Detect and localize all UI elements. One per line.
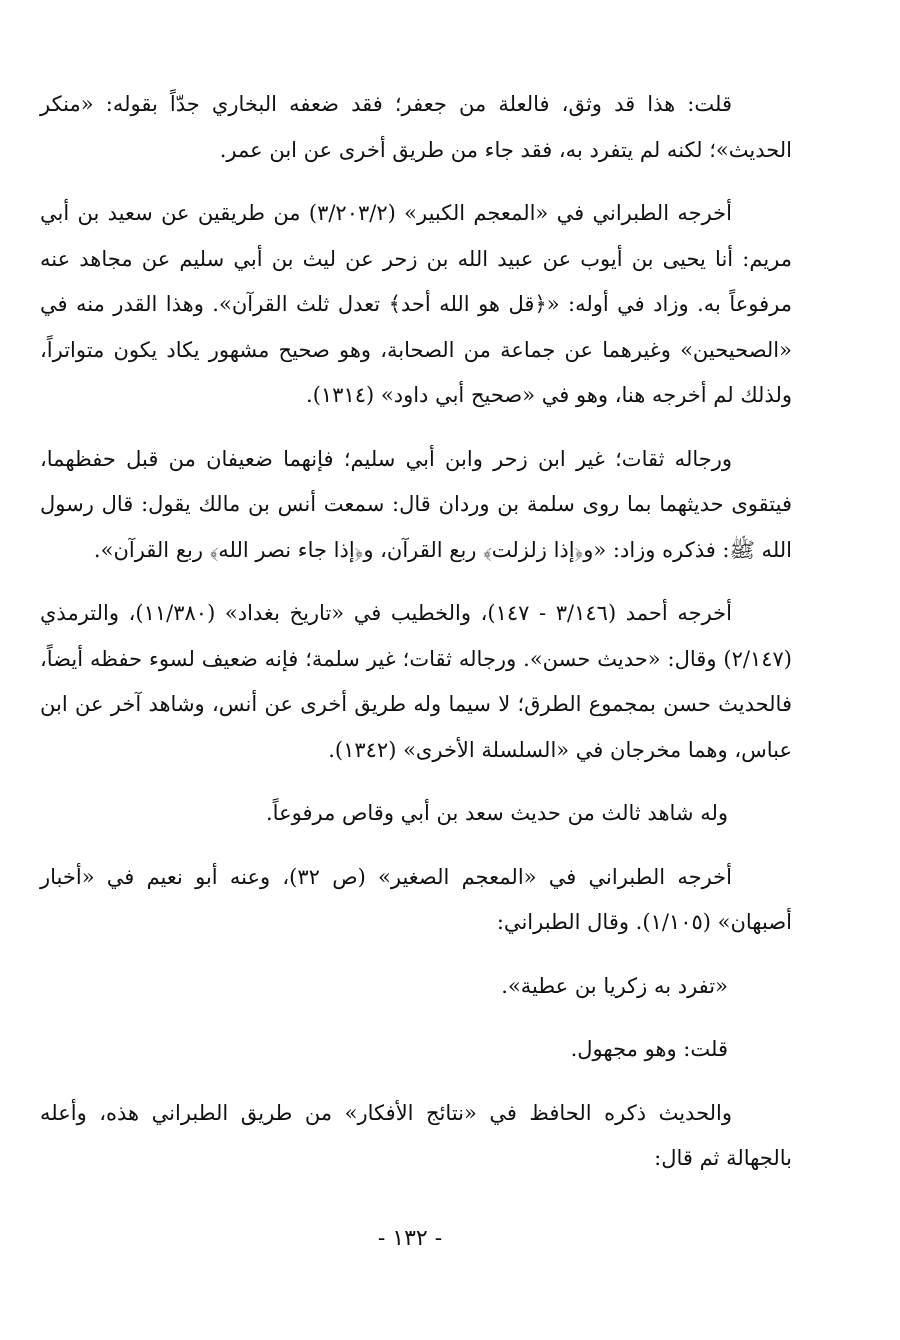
paragraph-2: أخرجه الطبراني في «المعجم الكبير» (٣/٢٠٣/٢) من طريقين عن سعيد بن أبي مريم: أنا يحيى بن أيوب عن عبيد الله بن زحر عن ليث بن أبي سليم عن مجاهد عنه مرفوعاً به. وزاد في أوله: «﴿قل هو الله أحد﴾ تعدل ثلث القرآن». وهذا القدر منه في «الصحيحين» وغيرهما عن جماعة من الصحابة، وهو صحيح مشهور يكاد يكون متواتراً، ولذلك لم أخرجه هنا، وهو في «صحيح أبي داود» (١٣١٤). bbox=[40, 201, 792, 407]
paragraph-7: «تفرد به زكريا بن عطية». bbox=[501, 973, 728, 998]
paragraph-5: وله شاهد ثالث من حديث سعد بن أبي وقاص مرفوعاً. bbox=[266, 801, 728, 825]
paragraph-3: ورجاله ثقات؛ غير ابن زحر وابن أبي سليم؛ فإنهما ضعيفان من قبل حفظهما، فيتقوى حديثهما بما روى سلمة بن وردان قال: سمعت أنس بن مالك يقول: قال رسول الله ﷺ: فذكره وزاد: «و﴿إذا زلزلت﴾ ربع القرآن، و﴿إذا جاء نصر الله﴾ ربع القرآن». bbox=[40, 446, 792, 562]
paragraph-6: أخرجه الطبراني في «المعجم الصغير» (ص ٣٢)، وعنه أبو نعيم في «أخبار أصبهان» (١/١٠٥). وقال الطبراني: bbox=[40, 864, 792, 934]
page-number: - ١٣٢ - bbox=[377, 1226, 443, 1251]
paragraph-8: قلت: وهو مجهول. bbox=[570, 1037, 728, 1061]
paragraph-4: أخرجه أحمد (٣/١٤٦ - ١٤٧)، والخطيب في «تاريخ بغداد» (١١/٣٨٠)، والترمذي (٢/١٤٧) وقال: «حديث حسن». ورجاله ثقات؛ غير سلمة؛ فإنه ضعيف لسوء حفظه أيضاً، فالحديث حسن بمجموع الطرق؛ لا سيما وله طريق أخرى عن أنس، وشاهد آخر عن ابن عباس، وهما مخرجان في «السلسلة الأخرى» (١٣٤٢). bbox=[40, 601, 792, 762]
paragraph-1: قلت: هذا قد وثق، فالعلة من جعفر؛ فقد ضعفه البخاري جدّاً بقوله: «منكر الحديث»؛ لكنه لم يتفرد به، فقد جاء من طريق أخرى عن ابن عمر. bbox=[40, 92, 792, 162]
page-body bbox=[40, 82, 792, 1200]
paragraph-9: والحديث ذكره الحافظ في «نتائج الأفكار» من طريق الطبراني هذه، وأعله بالجهالة ثم قال: bbox=[40, 1100, 792, 1170]
